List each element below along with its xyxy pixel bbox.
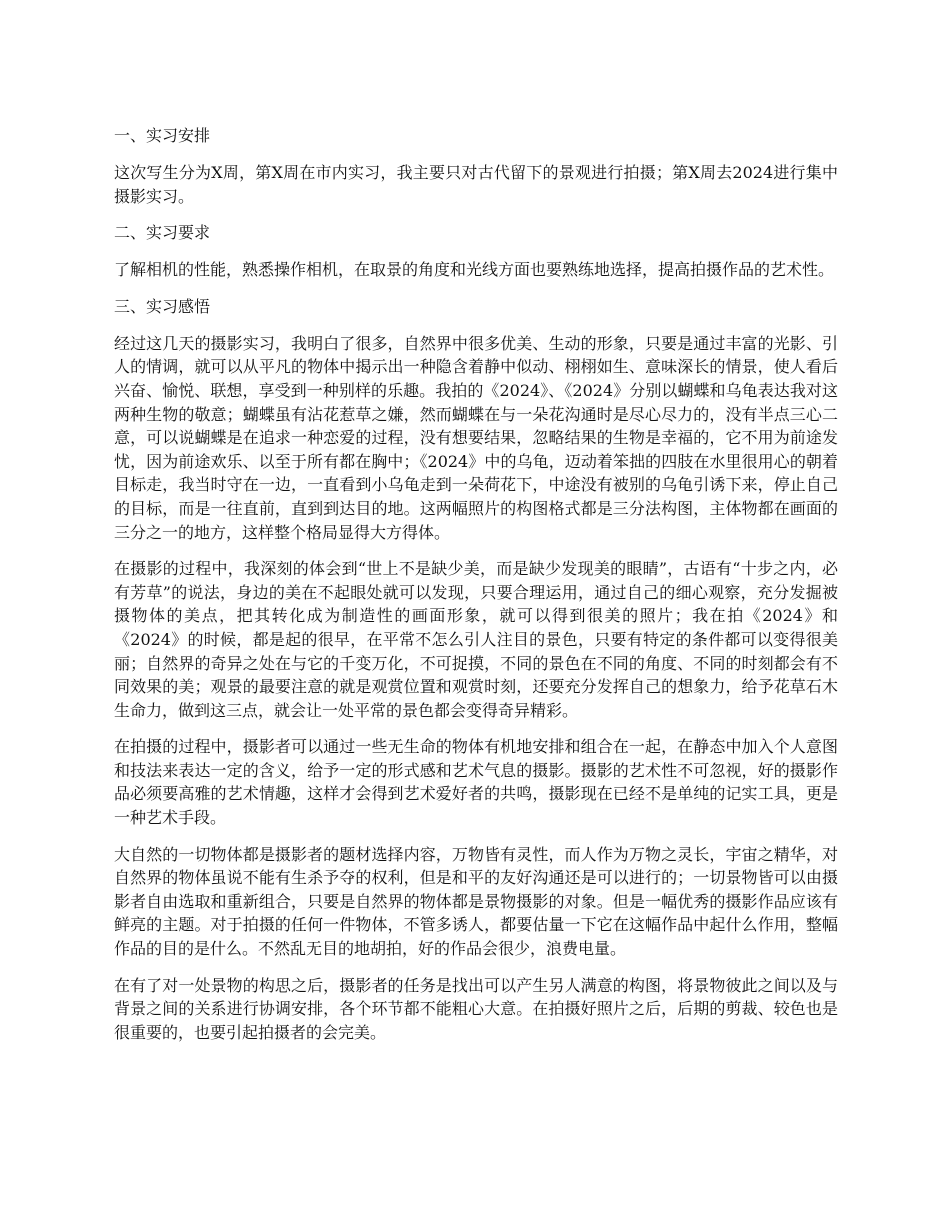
section-heading-reflections: 三、实习感悟 [114,296,211,316]
requirements-paragraph: 了解相机的性能，熟悉操作相机，在取景的角度和光线方面也要熟练地选择，提高拍摄作品的艺术性。 [114,260,835,280]
section-heading-arrangement: 一、实习安排 [114,126,211,145]
section-heading-requirements: 二、实习要求 [114,223,211,243]
reflections-paragraph-3: 在拍摄的过程中，摄影者可以通过一些无生命的物体有机地安排和组合在一起，在静态中加入个人意图和技法来表达一定的含义，给予一定的形式感和艺术气息的摄影。摄影的艺术性不可忽视，好的摄影作品必须要高雅的艺术情趣，这样才会得到艺术爱好者的共鸣，摄影现在已经不是单纯的记实工具，更是一种艺术手段。 [114,737,838,828]
document-page [114,124,838,1057]
arrangement-paragraph: 这次写生分为X周，第X周在市内实习，我主要只对古代留下的景观进行拍摄；第X周去2024进行集中摄影实习。 [114,163,838,206]
reflections-paragraph-4: 大自然的一切物体都是摄影者的题材选择内容，万物皆有灵性，而人作为万物之灵长，宇宙之精华，对自然界的物体虽说不能有生杀予夺的权利，但是和平的友好沟通还是可以进行的；一切景物皆可以由摄影者自由选取和重新组合，只要是自然界的物体都是景物摄影的对象。但是一幅优秀的摄影作品应该有鲜亮的主题。对于拍摄的任何一件物体，不管多诱人，都要估量一下它在这幅作品中起什么作用，整幅作品的目的是什么。不然乱无目的地胡拍，好的作品会很少，浪费电量。 [114,844,838,959]
reflections-paragraph-2: 在摄影的过程中，我深刻的体会到“世上不是缺少美，而是缺少发现美的眼睛”，古语有“十步之内，必有芳草”的说法，身边的美在不起眼处就可以发现，只要合理运用，通过自己的细心观察，充分发掘被摄物体的美点，把其转化成为制造性的画面形象，就可以得到很美的照片；我在拍《2024》和《2024》的时候，都是起的很早，在平常不怎么引人注目的景色，只要有特定的条件都可以变得很美丽；自然界的奇异之处在与它的千变万化，不可捉摸，不同的景色在不同的角度、不同的时刻都会有不同效果的美；观景的最要注意的就是观赏位置和观赏时刻，还要充分发挥自己的想象力，给予花草石木生命力，做到这三点，就会让一处平常的景色都会变得奇异精彩。 [114,559,838,720]
reflections-paragraph-1: 经过这几天的摄影实习，我明白了很多，自然界中很多优美、生动的形象，只要是通过丰富的光影、引人的情调，就可以从平凡的物体中揭示出一种隐含着静中似动、栩栩如生、意味深长的情景，使人看后兴奋、愉悦、联想，享受到一种别样的乐趣。我拍的《2024》、《2024》分别以蝴蝶和乌龟表达我对这两种生物的敬意；蝴蝶虽有沾花惹草之嫌，然而蝴蝶在与一朵花沟通时是尽心尽力的，没有半点三心二意，可以说蝴蝶是在追求一种恋爱的过程，没有想要结果，忽略结果的生物是幸福的，它不用为前途发忧，因为前途欢乐、以至于所有都在胸中；《2024》中的乌龟，迈动着笨拙的四肢在水里很用心的朝着目标走，我当时守在一边，一直看到小乌龟走到一朵荷花下，中途没有被别的乌龟引诱下来，停止自己的目标，而是一往直前，直到到达目的地。这两幅照片的构图格式都是三分法构图，主体物都在画面的三分之一的地方，这样整个格局显得大方得体。 [114,333,838,542]
reflections-paragraph-5: 在有了对一处景物的构思之后，摄影者的任务是找出可以产生另人满意的构图，将景物彼此之间以及与背景之间的关系进行协调安排，各个环节都不能粗心大意。在拍摄好照片之后，后期的剪裁、较色也是很重要的，也要引起拍摄者的会完美。 [114,975,838,1042]
